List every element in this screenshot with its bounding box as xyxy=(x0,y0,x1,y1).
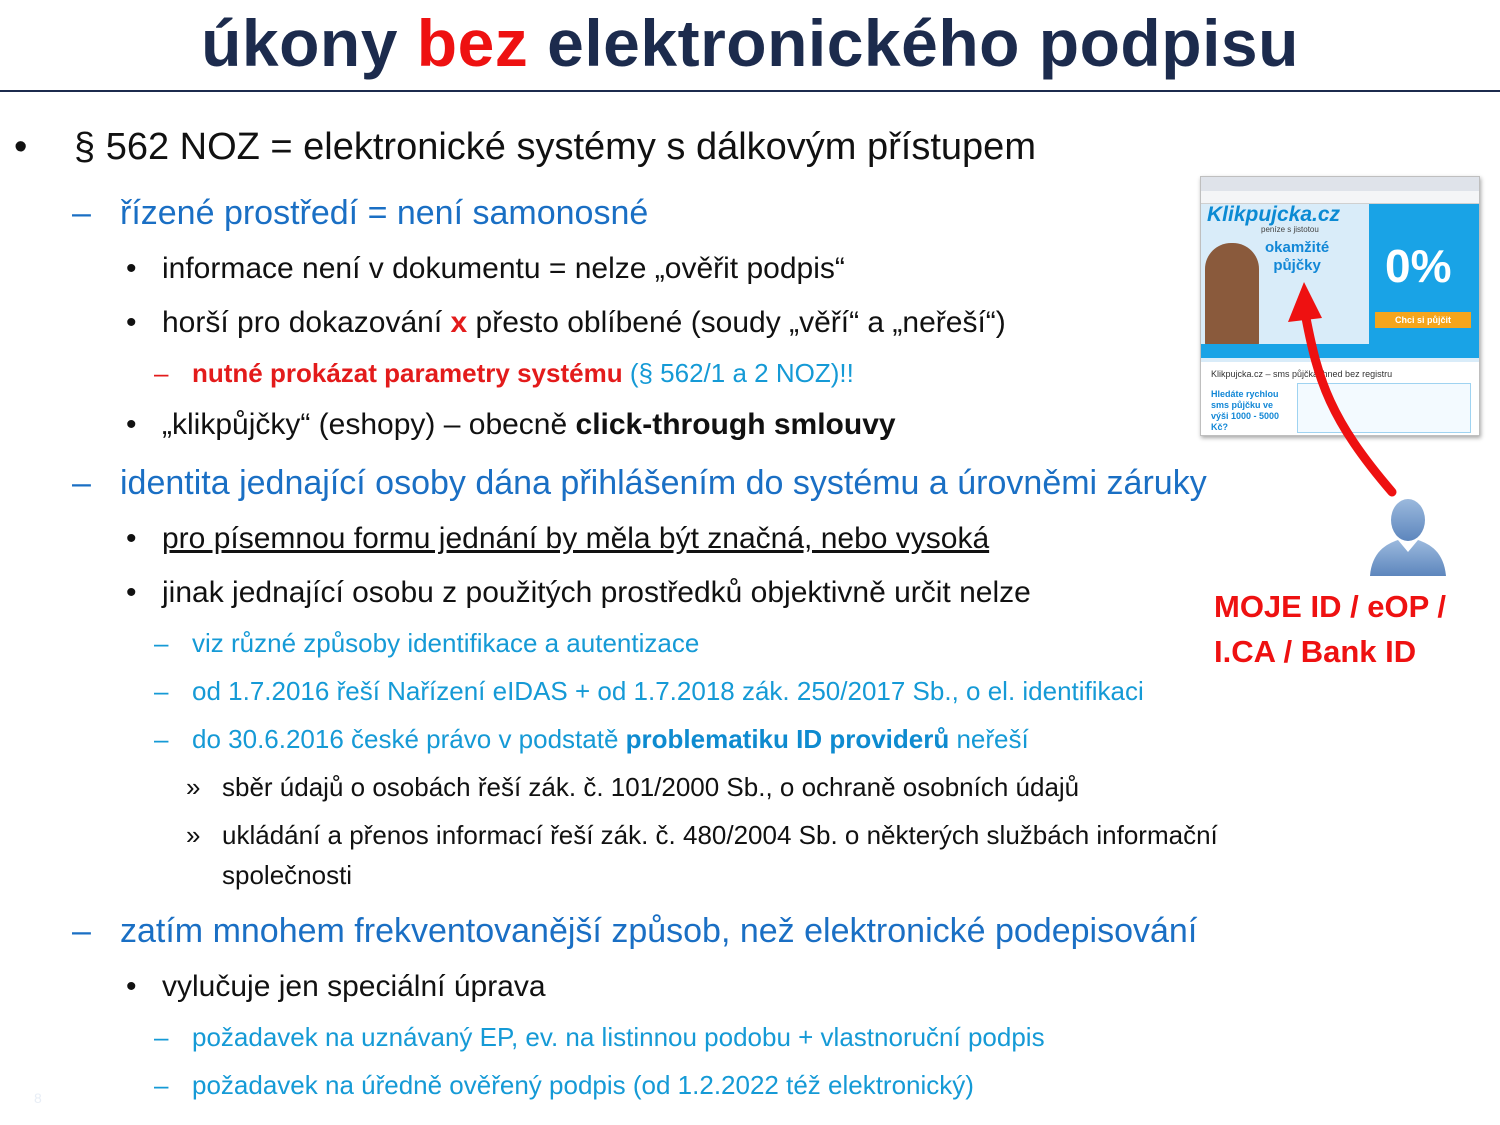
text-segment: click-through smlouvy xyxy=(575,408,896,441)
bullet-text-8: pro písemnou formu jednání by měla být značná, nebo vysoká xyxy=(162,522,990,555)
side-line: Hledáte rychlou xyxy=(1211,389,1279,399)
bullet-text-14: ukládání a přenos informací řeší zák. č. 480/2004 Sb. o některých službách informační xyxy=(222,820,1218,850)
bullet-text-18: požadavek na úředně ověřený podpis (od 1.2.2022 též elektronický) xyxy=(192,1070,974,1100)
cta-button: Chci si půjčit xyxy=(1375,312,1471,328)
bullet-marker-8: • xyxy=(126,522,137,555)
bullet-marker-4: • xyxy=(126,306,137,339)
text-segment: horší pro dokazování xyxy=(162,306,451,339)
bullet-marker: • xyxy=(14,126,28,168)
dash-marker-18: – xyxy=(154,1070,169,1100)
bullet-text-7: identita jednající osoby dána přihlášením do systému a úrovněmi záruky xyxy=(120,464,1207,502)
text-segment: (§ 562/1 a 2 NOZ)!! xyxy=(622,358,854,388)
bullet-text-16: vylučuje jen speciální úprava xyxy=(162,970,546,1003)
bullet-text-3: informace není v dokumentu = nelze „ověřit podpis“ xyxy=(162,252,845,285)
bullet-marker-9: • xyxy=(126,576,137,609)
identity-providers-callout xyxy=(1214,584,1446,674)
zero-percent-badge: 0% xyxy=(1385,240,1452,292)
dash-marker-5: – xyxy=(154,358,169,388)
x-mark: x xyxy=(450,306,468,339)
side-line: výši 1000 - 5000 xyxy=(1211,411,1280,421)
dash-marker-7: – xyxy=(72,464,91,502)
text-segment: problematiku ID providerů xyxy=(625,724,950,754)
dash-marker-17: – xyxy=(154,1022,169,1052)
text-segment: neřeší xyxy=(949,724,1029,754)
site-subtitle: Klikpujcka.cz – sms půjčka ihned bez registru xyxy=(1211,369,1393,379)
bullet-text-17: požadavek na uznávaný EP, ev. na listinnou podobu + vlastnoruční podpis xyxy=(192,1022,1045,1052)
dash-marker-2: – xyxy=(72,194,91,232)
bullet-text-10: viz různé způsoby identifikace a autentizace xyxy=(192,628,700,658)
bullet-text-1: § 562 NOZ = elektronické systémy s dálkovým přístupem xyxy=(74,126,1036,168)
text-segment: nutné prokázat parametry systému xyxy=(192,358,623,388)
bullet-marker-6: • xyxy=(126,408,137,441)
title-part2-highlight: bez xyxy=(416,6,529,80)
pitch-line: půjčky xyxy=(1273,257,1321,274)
bullet-text-11: od 1.7.2016 řeší Nařízení eIDAS + od 1.7.2018 zák. 250/2017 Sb., o el. identifikaci xyxy=(192,676,1144,706)
callout-line: I.CA / Bank ID xyxy=(1214,634,1417,669)
site-logo: Klikpujcka.cz xyxy=(1207,203,1341,226)
text-segment: přesto oblíbené (soudy „věří“ a „neřeší“) xyxy=(467,306,1006,339)
bullet-text-14-cont: společnosti xyxy=(222,860,353,890)
title-part1: úkony xyxy=(201,6,417,80)
bullet-text-2: řízené prostředí = není samonosné xyxy=(120,194,649,232)
site-tagline: peníze s jistotou xyxy=(1261,225,1319,234)
bullet-marker-16: • xyxy=(126,970,137,1003)
bullet-text-13: sběr údajů o osobách řeší zák. č. 101/2000 Sb., o ochraně osobních údajů xyxy=(222,772,1080,802)
dash-marker-11: – xyxy=(154,676,169,706)
page-number: 8 xyxy=(34,1090,42,1106)
chevron-marker-14: » xyxy=(186,820,201,850)
bullet-text-9: jinak jednající osobu z použitých prostředků objektivně určit nelze xyxy=(162,576,1031,609)
text-segment: do 30.6.2016 české právo v podstatě xyxy=(192,724,626,754)
pitch-line: okamžité xyxy=(1265,239,1330,256)
chevron-marker-13: » xyxy=(186,772,201,802)
title-part3: elektronického podpisu xyxy=(528,6,1299,80)
bullet-text-15: zatím mnohem frekventovanější způsob, než elektronické podepisování xyxy=(120,912,1198,950)
text-segment: „klikpůjčky“ (eshopy) – obecně xyxy=(162,408,576,441)
side-line: Kč? xyxy=(1211,422,1229,432)
bullet-marker-3: • xyxy=(126,252,137,285)
dash-marker-12: – xyxy=(154,724,169,754)
side-line: sms půjčku ve xyxy=(1211,400,1274,410)
callout-line: MOJE ID / eOP / xyxy=(1214,589,1447,624)
dash-marker-10: – xyxy=(154,628,169,658)
person-silhouette-icon xyxy=(1366,494,1450,576)
dash-marker-15: – xyxy=(72,912,91,950)
